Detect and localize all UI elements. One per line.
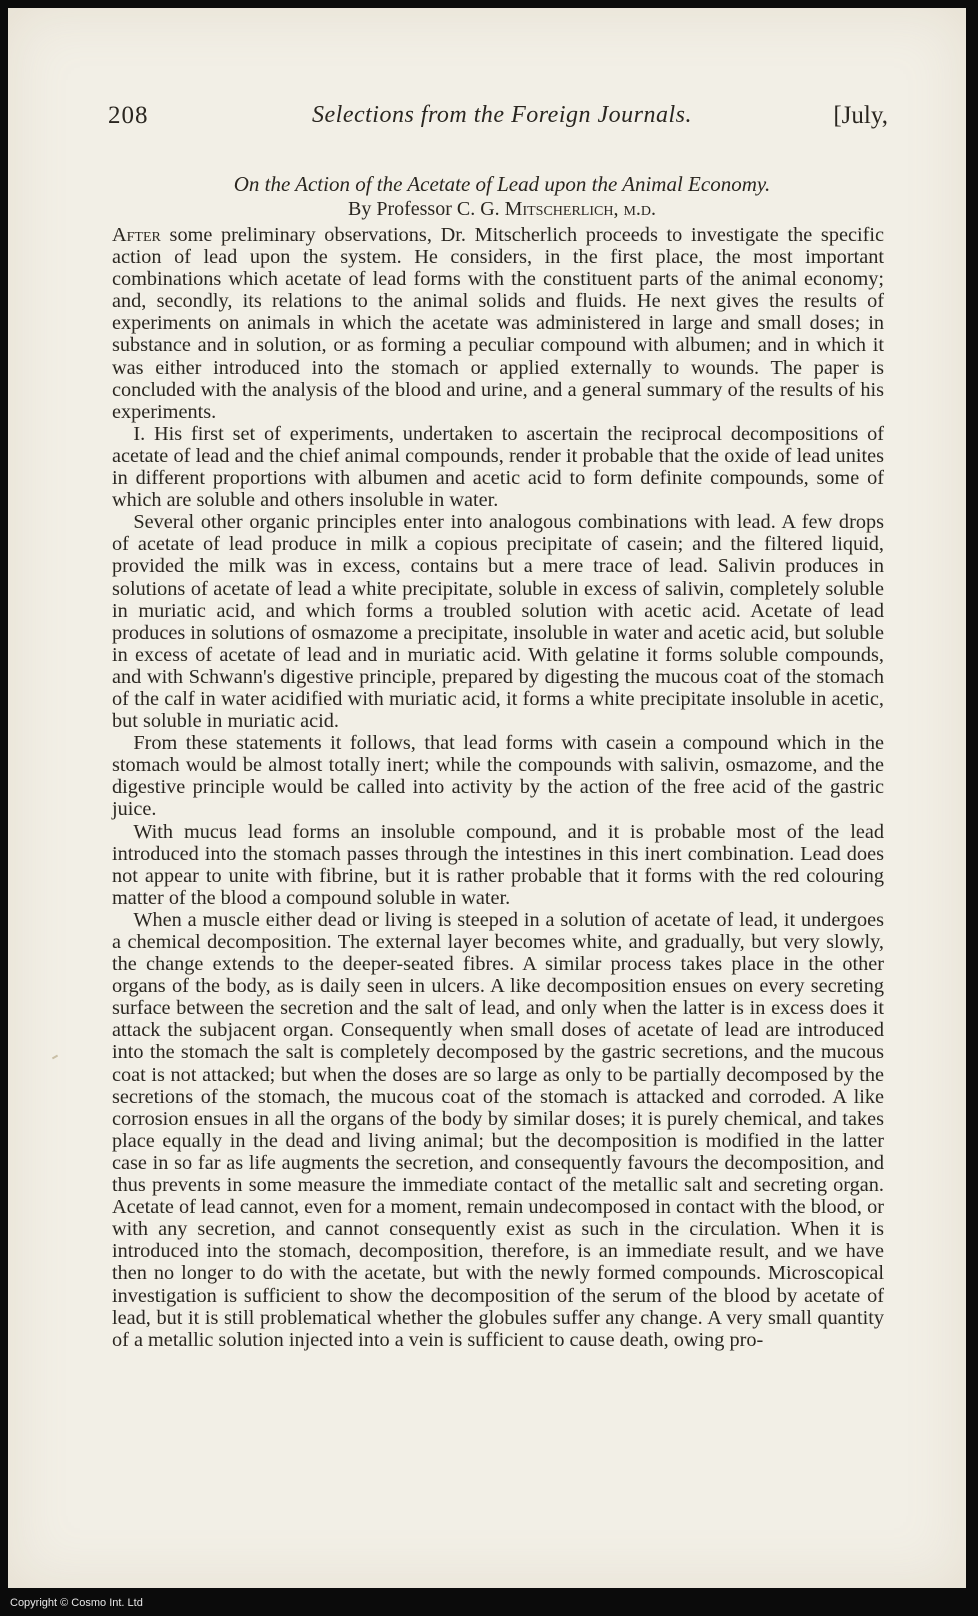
article-title: On the Action of the Acetate of Lead upon the Animal Economy.: [233, 172, 771, 196]
running-header: [98, 102, 906, 142]
paragraph-5: With mucus lead forms an insoluble compound, and it is probable most of the lead introduced into the stomach passes through the intestines in this inert combination. Lead does not appear to unite with fibrine, but it is rather probable that it forms with the red colouring matter of the blood a compound soluble in water.: [112, 820, 884, 909]
page-number: 208: [108, 102, 149, 129]
header-month: [July,: [833, 102, 888, 129]
paragraph-1-text: some preliminary observations, Dr. Mitscherlich proceeds to investigate the specific action of lead upon the system. He considers, in the first place, the most important combinations which acetate of lead forms with the constituent parts of the animal economy; and, secondly, its relations to the animal solids and fluids. He next gives the results of experiments on animals in which the acetate was administered in large and small doses; in substance and in solution, or as forming a peculiar compound with albumen; and in which it was either introduced into the stomach or applied externally to wounds. The paper is concluded with the analysis of the blood and urine, and a general summary of the results of his experiments.: [112, 224, 884, 423]
paragraph-4: From these statements it follows, that lead forms with casein a compound which in the stomach would be almost totally inert; while the compounds with salivin, osmazome, and the digestive principle would be called into activity by the action of the free acid of the gastric juice.: [112, 732, 884, 821]
running-title: Selections from the Foreign Journals.: [312, 102, 692, 128]
paragraph-2: I. His first set of experiments, undertaken to ascertain the reciprocal decompositions of acetate of lead and the chief animal compounds, render it probable that the oxide of lead unites in different proportions with albumen and acetic acid to form definite compounds, some of which are soluble and others insoluble in water.: [112, 422, 884, 512]
journal-page: [8, 8, 966, 1588]
article-byline: [98, 198, 906, 221]
article-body: [112, 224, 884, 1351]
byline-prefix: By Professor C. G.: [347, 198, 500, 220]
page-mark: [52, 1055, 58, 1060]
author-name: Mitscherlich, m.d.: [504, 198, 656, 220]
paragraph-lead-word: After: [112, 224, 161, 246]
copyright-notice: Copyright © Cosmo Int. Ltd: [10, 1597, 143, 1609]
paragraph-3: Several other organic principles enter into analogous combinations with lead. A few drops of acetate of lead produce in milk a copious precipitate of casein; and the filtered liquid, provided the milk was in excess, contains but a mere trace of lead. Salivin produces in solutions of acetate of lead a white precipitate, soluble in excess of salivin, completely soluble in muriatic acid, and which forms a troubled solution with acetic acid. Acetate of lead produces in solutions of osmazome a precipitate, insoluble in water and acetic acid, but soluble in excess of acetate of lead and in muriatic acid. With gelatine it forms soluble compounds, and with Schwann's digestive principle, prepared by digesting the mucous coat of the stomach of the calf in water acidified with muriatic acid, it forms a white precipitate insoluble in acetic, but soluble in muriatic acid.: [112, 511, 884, 733]
paragraph-6: When a muscle either dead or living is steeped in a solution of acetate of lead, it undergoes a chemical decomposition. The external layer becomes white, and gradually, but very slowly, the change extends to the deeper-seated fibres. A similar process takes place in the other organs of the body, as is daily seen in ulcers. A like decomposition ensues on every secreting surface between the secretion and the salt of lead, and only when the latter is in excess does it attack the subjacent organ. Consequently when small doses of acetate of lead are introduced into the stomach the salt is completely decomposed by the gastric secretions, and the mucous coat is not attacked; but when the doses are so large as only to be partially decomposed by the secretions of the stomach, the mucous coat of the stomach is attacked and corroded. A like corrosion ensues in all the organs of the body by similar doses; it is purely chemical, and takes place equally in the dead and living animal; but the decomposition is modified in the latter case in so far as life augments the secretion, and consequently favours the decomposition, and thus prevents in some measure the immediate contact of the metallic salt and secreting organ. Acetate of lead cannot, even for a moment, remain undecomposed in contact with the blood, or with any secretion, and cannot consequently exist as such in the circulation. When it is introduced into the stomach, decomposition, therefore, is an immediate result, and we have then no longer to do with the acetate, but with the newly formed compounds. Microscopical investigation is sufficient to show the decomposition of the serum of the blood by acetate of lead, but it is still problematical whether the globules suffer any change. A very small quantity of a metallic solution injected into a vein is sufficient to cause death, owing pro-: [112, 908, 884, 1351]
paragraph-1: [112, 224, 884, 423]
